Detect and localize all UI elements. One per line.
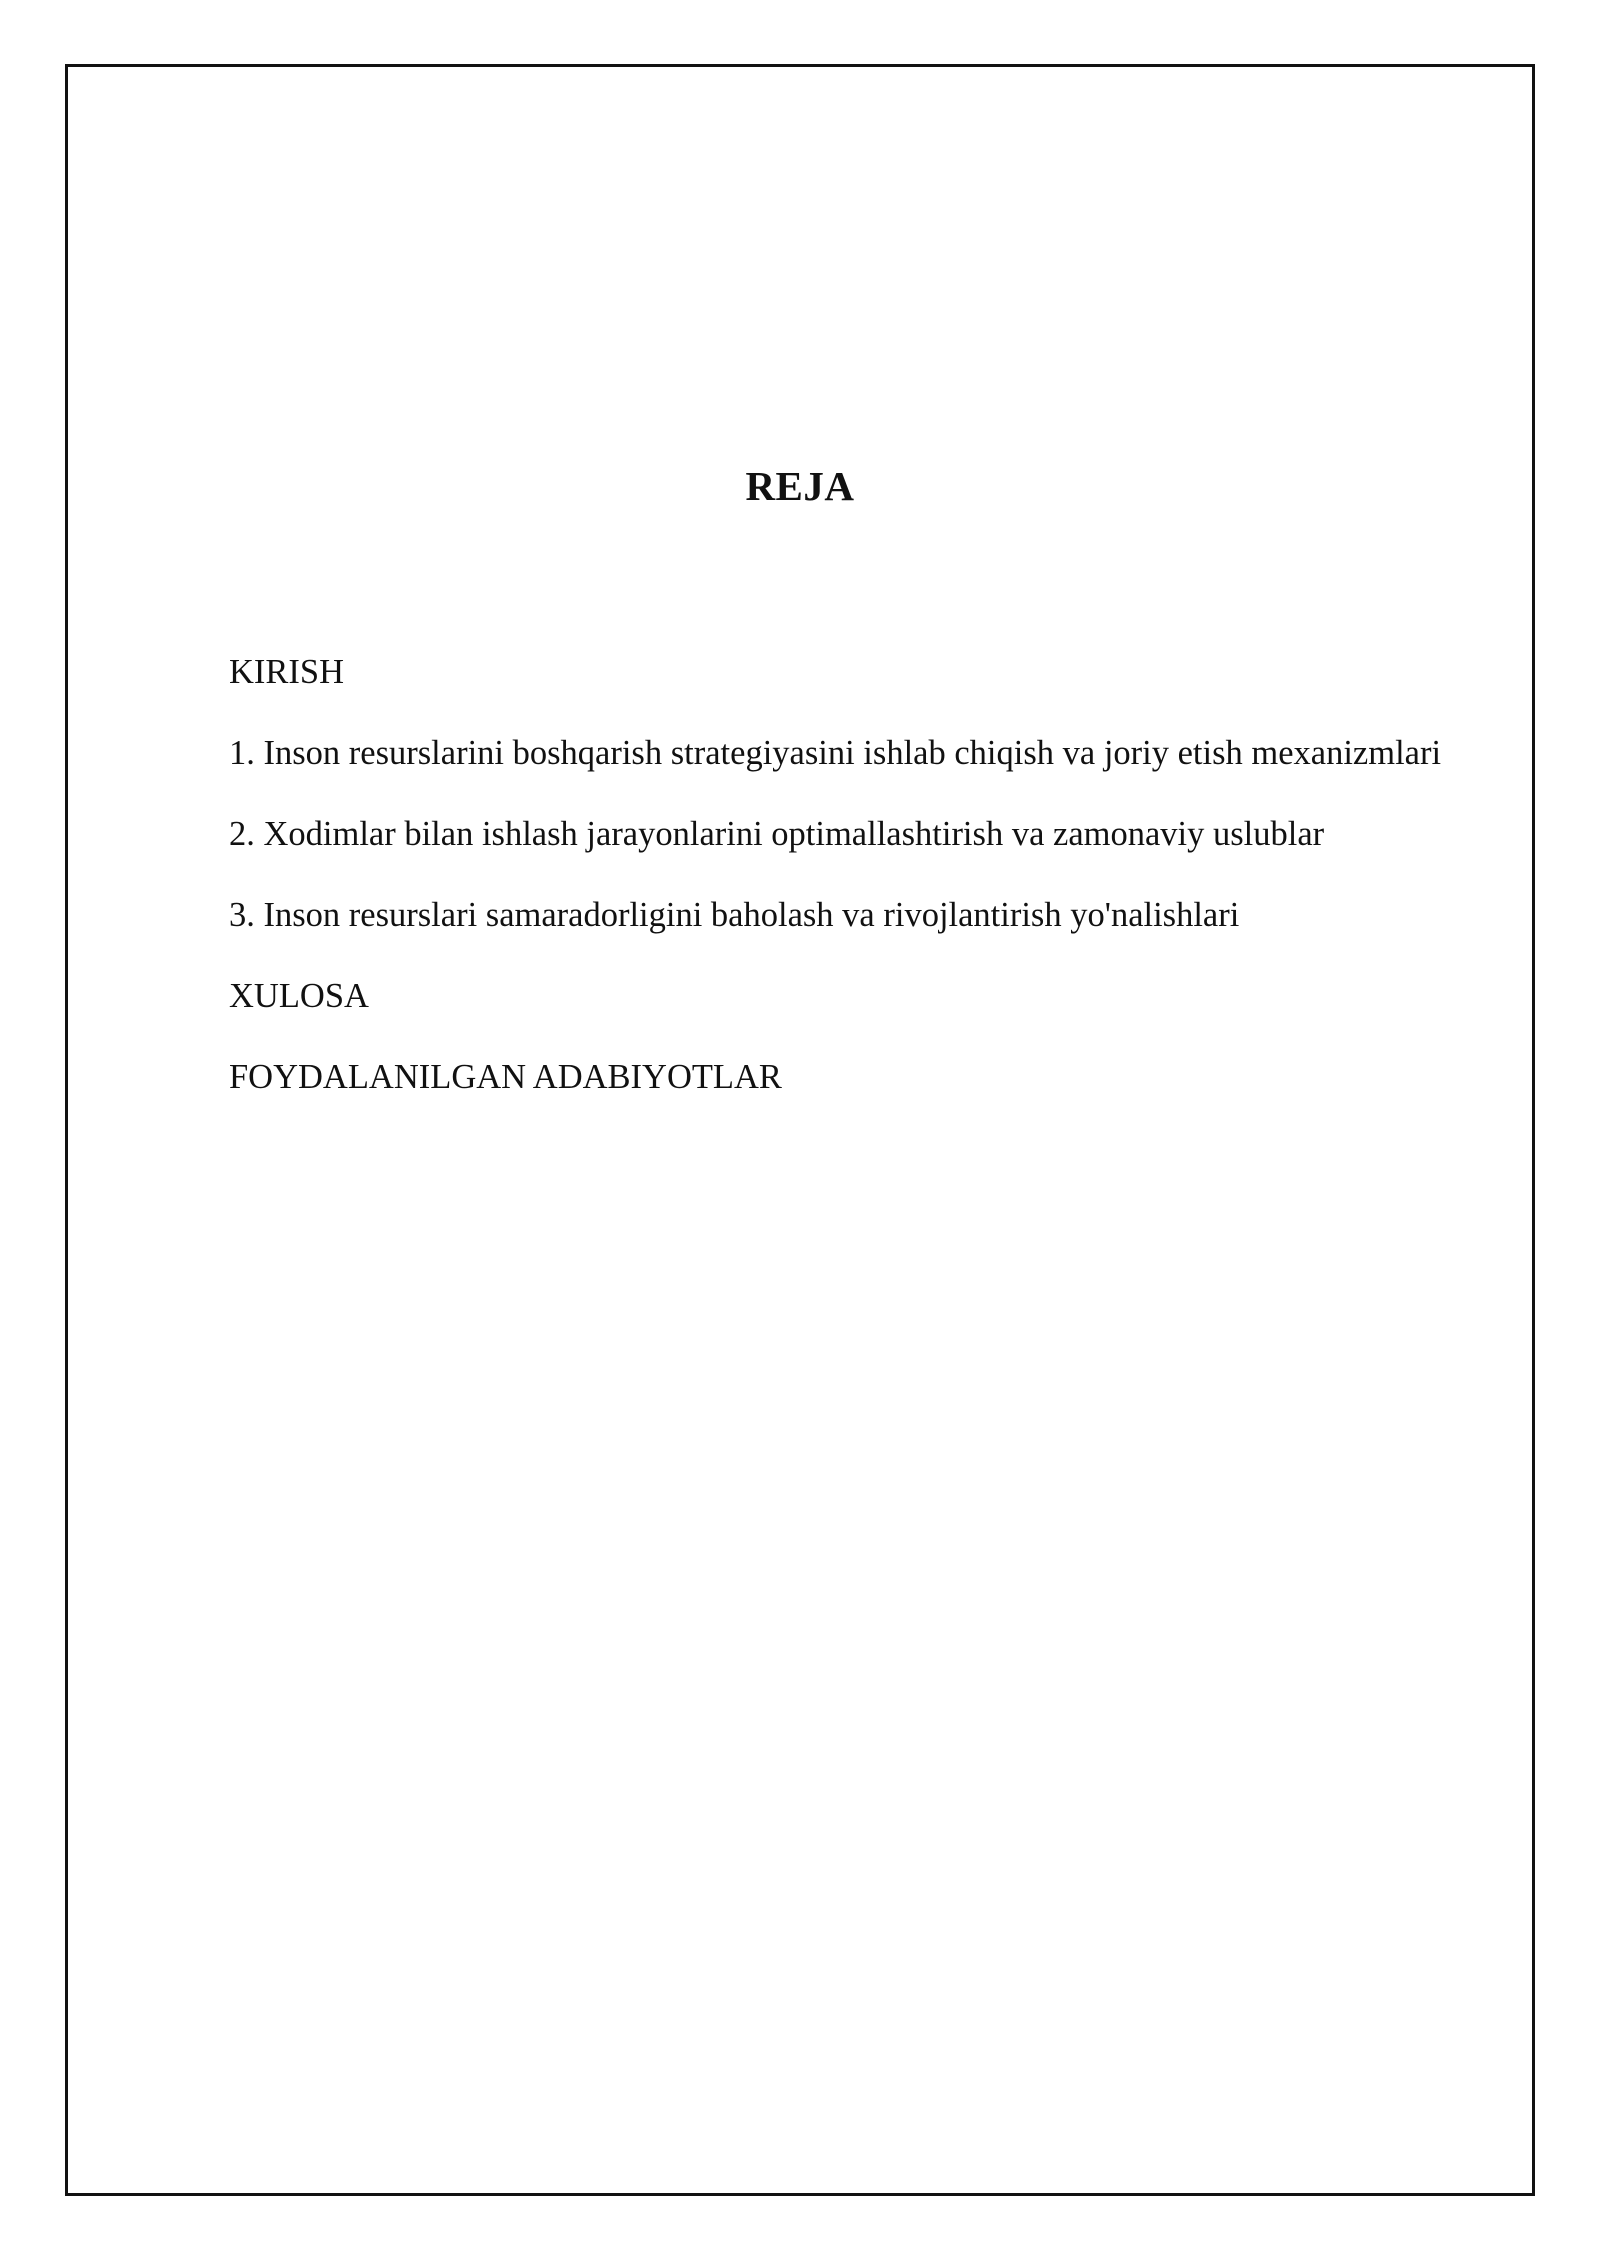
plan-item-intro: KIRISH xyxy=(229,653,345,691)
page-title: REJA xyxy=(745,463,855,509)
plan-list xyxy=(229,640,1469,1126)
page-border xyxy=(65,64,1535,2196)
plan-item-2: 2. Xodimlar bilan ishlash jarayonlarini optimallashtirish va zamonaviy uslublar xyxy=(229,815,1325,853)
plan-item-references: FOYDALANILGAN ADABIYOTLAR xyxy=(229,1058,782,1096)
plan-item-3: 3. Inson resurslari samaradorligini baholash va rivojlantirish yo'nalishlari xyxy=(229,896,1240,934)
plan-item-conclusion: XULOSA xyxy=(229,977,369,1015)
plan-item-1: 1. Inson resurslarini boshqarish strategiyasini ishlab chiqish va joriy etish mexanizmlari xyxy=(229,734,1442,772)
